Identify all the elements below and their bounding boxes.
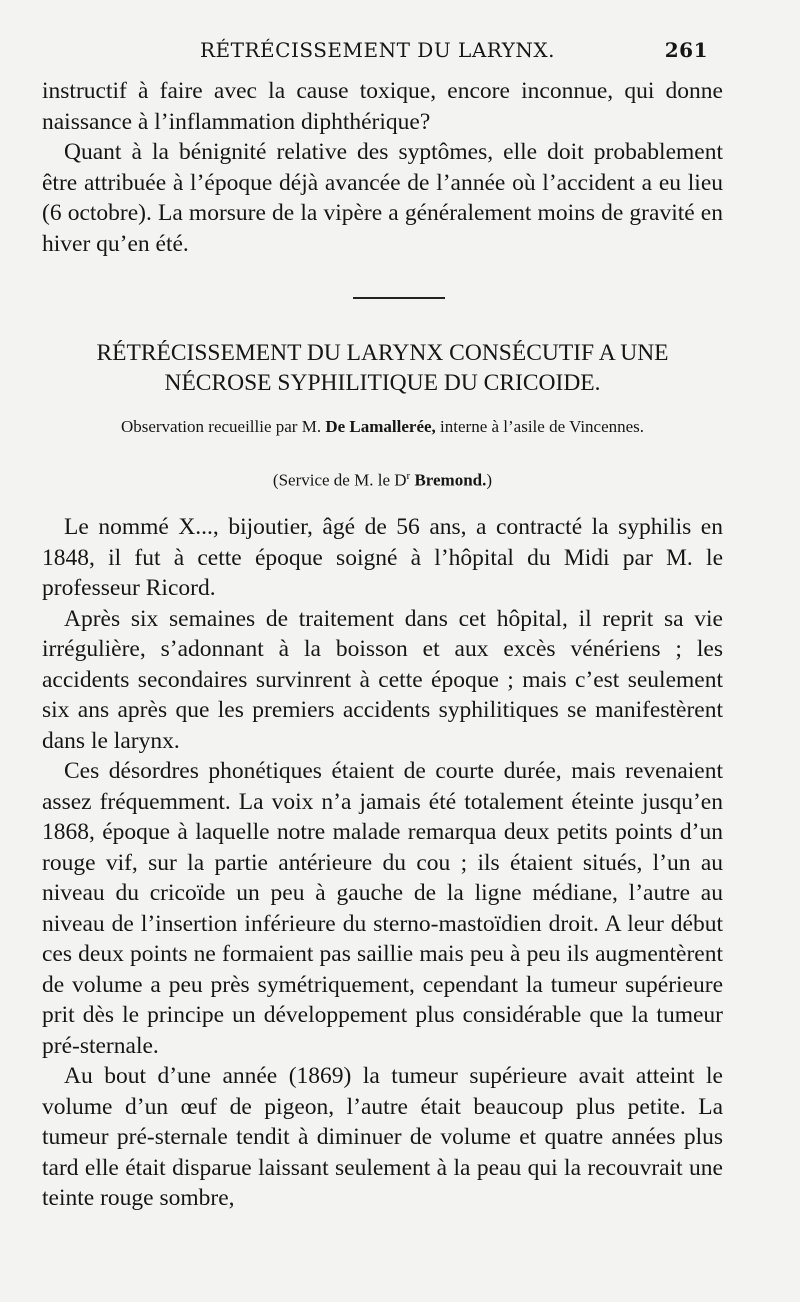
paragraph: Quant à la bénignité relative des syptômes, elle doit probablement être attribuée à l’époque déjà avancée de l’année où l’accident a eu lieu (6 octobre). La morsure de la vipère a généralement moins de gravité en hiver qu’en été. [42, 139, 723, 257]
observation-credit [42, 416, 723, 438]
section-title-line: NÉCROSE SYPHILITIQUE DU CRICOIDE. [164, 370, 601, 396]
service-sup: r [406, 470, 411, 482]
observation-body [42, 512, 723, 1214]
running-title: RÉTRÉCISSEMENT DU LARYNX. [200, 38, 555, 62]
observation-suffix: interne à l’asile de Vincennes. [440, 417, 645, 436]
paragraph: Après six semaines de traitement dans cet hôpital, il reprit sa vie irrégulière, s’adonnant à la boisson et aux excès vénériens ; les accidents secondaires survinrent à cette époque ; mais c’est seulement six ans après que les premiers accidents syphilitiques se manifestèrent dans le larynx. [42, 605, 723, 754]
paragraph: Au bout d’une année (1869) la tumeur supérieure avait atteint le volume d’un œuf de pigeon, l’autre était beaucoup plus petite. La tumeur pré-sternale tendit à diminuer de volume et quatre années plus tard elle était disparue laissant seulement à la peau qui la recouvrait une teinte rouge sombre, [42, 1063, 723, 1211]
service-credit [42, 470, 723, 491]
service-name: Bremond. [414, 470, 487, 490]
observation-prefix: Observation recueillie par M. [120, 417, 322, 436]
paragraph: Ces désordres phonétiques étaient de courte durée, mais revenaient assez fréquemment. La voix n’a jamais été totalement éteinte jusqu’en 1868, époque à laquelle notre malade remarqua deux petits points d’un rouge vif, sur la partie antérieure du cou ; ils étaient situés, l’un au niveau du cricoïde un peu à gauche de la ligne médiane, l’autre au niveau de l’insertion inférieure du sterno-mastoïdien droit. A leur début ces deux points ne formaient pas saillie mais peu à peu ils augmentèrent de volume a peu près symétriquement, cependant la tumeur supérieure prit dès le principe un développement plus considérable que la tumeur pré-sternale. [42, 758, 723, 1059]
service-close: ) [486, 470, 493, 490]
observation-author: De Lamallerée, [325, 417, 436, 436]
section-title [42, 338, 723, 398]
running-header [200, 38, 708, 62]
service-prefix: (Service de M. le D [272, 470, 407, 490]
paragraph: instructif à faire avec la cause toxique, encore inconnue, qui donne naissance à l’inflammation diphthérique? [42, 78, 723, 135]
section-title-line: RÉTRÉCISSEMENT DU LARYNX CONSÉCUTIF A UNE [96, 340, 669, 366]
paragraph: Le nommé X..., bijoutier, âgé de 56 ans, a contracté la syphilis en 1848, il fut à cette époque soigné à l’hôpital du Midi par M. le professeur Ricord. [42, 514, 723, 601]
section-divider [353, 297, 445, 299]
intro-section [42, 76, 723, 259]
page-number: 261 [664, 38, 708, 62]
